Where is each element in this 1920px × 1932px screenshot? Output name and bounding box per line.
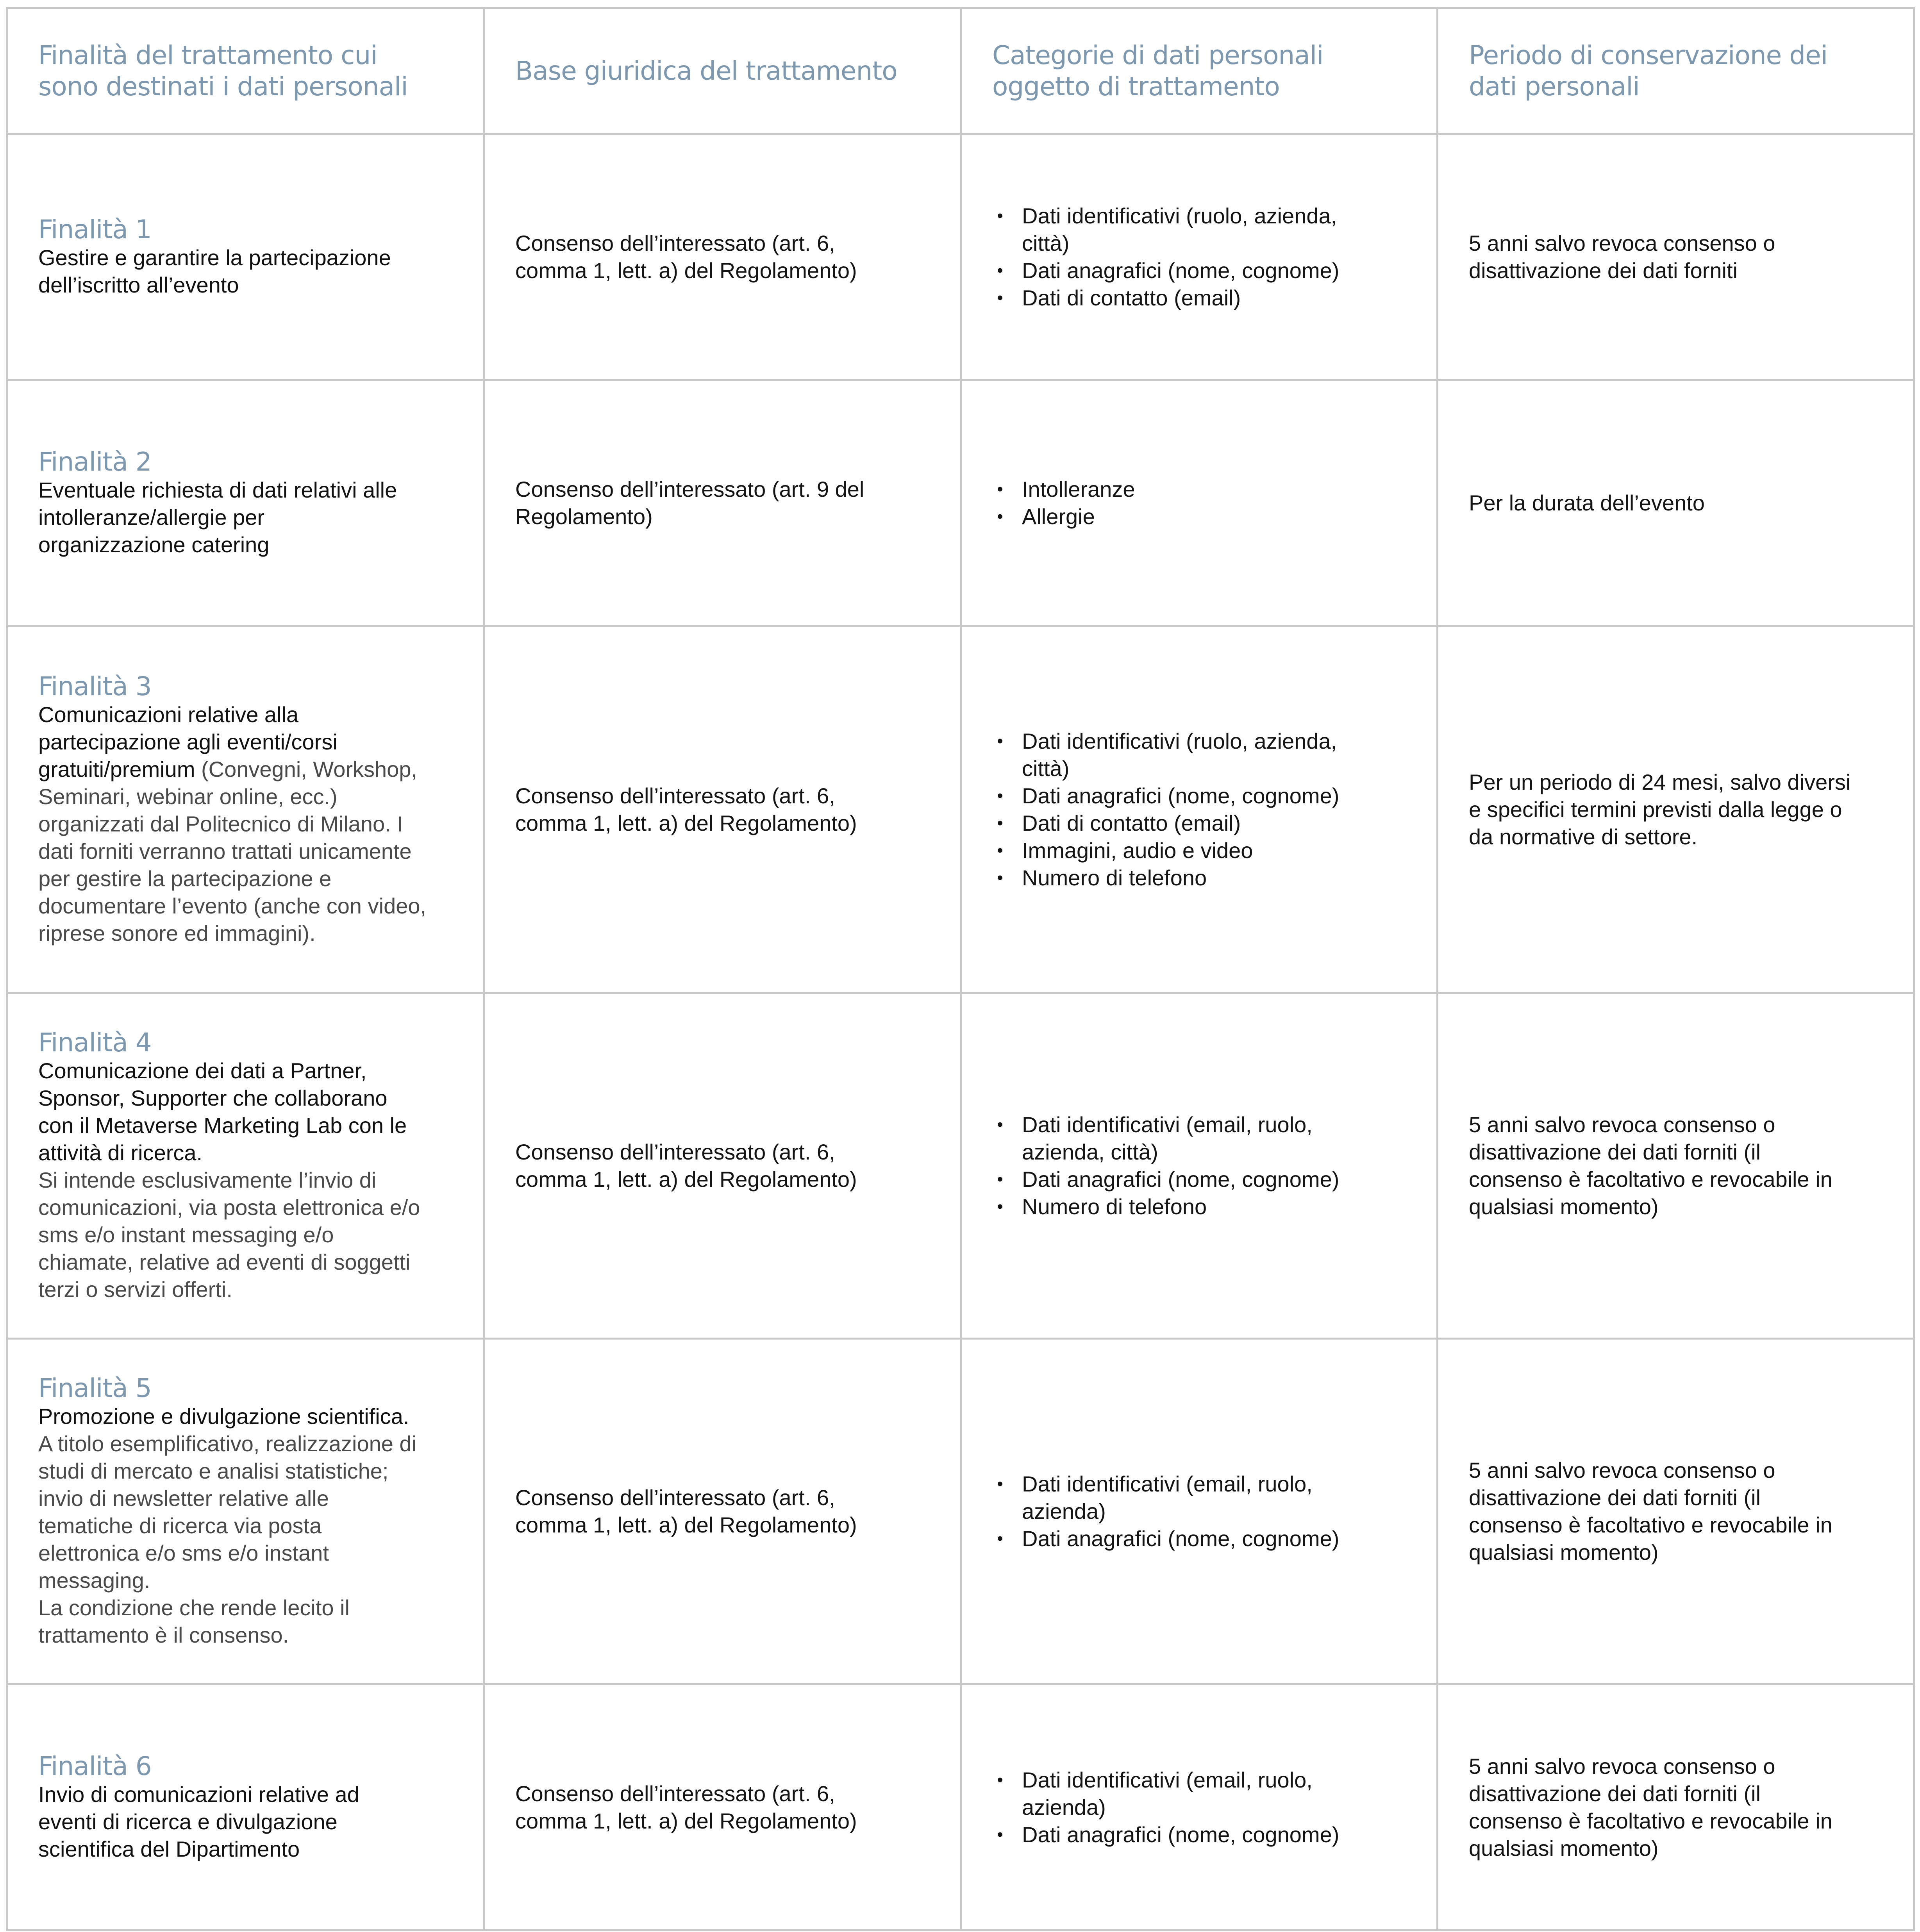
header-cell-categorie (961, 8, 1438, 134)
cell-periodo (1438, 626, 1914, 993)
header-cell-base (484, 8, 961, 134)
cell-categorie (961, 626, 1438, 993)
finalita-description: Comunicazioni relative alla partecipazione agli eventi/corsi gratuiti/premium (38, 702, 338, 781)
cell-categorie (961, 1339, 1438, 1684)
list-item: • Dati di contatto (email) (1022, 284, 1406, 312)
cell-periodo (1438, 1339, 1914, 1684)
list-item: • Dati di contatto (email) (1022, 810, 1406, 837)
finalita-description: Promozione e divulgazione scientifica. (38, 1404, 409, 1429)
header-cell-periodo (1438, 8, 1914, 134)
list-item: • Immagini, audio e video (1022, 837, 1406, 864)
table-row (7, 380, 1914, 626)
finalita-title: Finalità 2 (38, 446, 152, 477)
table-row (7, 1684, 1914, 1930)
cell-base-giuridica (484, 1339, 961, 1684)
list-item: • Numero di telefono (1022, 864, 1406, 892)
list-item: • Dati identificativi (email, ruolo, azienda) (1022, 1470, 1406, 1525)
cell-categorie (961, 380, 1438, 626)
finalita-title: Finalità 3 (38, 671, 152, 701)
list-item: • Numero di telefono (1022, 1193, 1406, 1220)
cell-finalita (7, 1684, 484, 1930)
finalita-description: Gestire e garantire la partecipazione dell’iscritto all’evento (38, 245, 391, 297)
header-label: Base giuridica del trattamento (515, 55, 897, 86)
finalita-title: Finalità 4 (38, 1028, 152, 1058)
table-body (7, 134, 1914, 1930)
base-giuridica-text: Consenso dell’interessato (art. 6, comma 1, lett. a) del Regolamento) (515, 1140, 857, 1192)
header-label: Categorie di dati personali oggetto di trattamento (992, 40, 1323, 102)
periodo-text: Per la durata dell’evento (1469, 490, 1705, 515)
cell-finalita (7, 626, 484, 993)
cell-categorie (961, 1684, 1438, 1930)
cell-finalita (7, 993, 484, 1339)
finalita-title: Finalità 1 (38, 214, 152, 244)
finalita-description: Invio di comunicazioni relative ad eventi di ricerca e divulgazione scientifica del Dipartimento (38, 1782, 359, 1861)
periodo-text: 5 anni salvo revoca consenso o disattivazione dei dati forniti (il consenso è facoltativo e revocabile in qualsiasi momento) (1469, 1458, 1832, 1565)
list-item: • Dati anagrafici (nome, cognome) (1022, 1525, 1406, 1552)
periodo-text: Per un periodo di 24 mesi, salvo diversi e specifici termini previsti dalla legge o da normative di settore. (1469, 769, 1851, 849)
periodo-text: 5 anni salvo revoca consenso o disattivazione dei dati forniti (il consenso è facoltativo e revocabile in qualsiasi momento) (1469, 1754, 1832, 1861)
cell-base-giuridica (484, 993, 961, 1339)
list-item: • Dati anagrafici (nome, cognome) (1022, 1166, 1406, 1193)
header-row (7, 8, 1914, 134)
periodo-text: 5 anni salvo revoca consenso o disattivazione dei dati forniti (il consenso è facoltativo e revocabile in qualsiasi momento) (1469, 1112, 1832, 1219)
table-row (7, 1339, 1914, 1684)
finalita-description: Comunicazione dei dati a Partner, Sponsor, Supporter che collaborano con il Metaverse Marketing Lab con le attività di ricerca. (38, 1058, 407, 1165)
list-item: • Allergie (1022, 503, 1406, 530)
cell-base-giuridica (484, 1684, 961, 1930)
cell-periodo (1438, 993, 1914, 1339)
table-row (7, 993, 1914, 1339)
base-giuridica-text: Consenso dell’interessato (art. 9 del Regolamento) (515, 476, 864, 529)
list-item: • Dati identificativi (email, ruolo, azienda, città) (1022, 1111, 1406, 1166)
categories-list (992, 728, 1406, 892)
cell-categorie (961, 993, 1438, 1339)
finalita-note: A titolo esemplificativo, realizzazione di studi di mercato e analisi statistiche; invio di newsletter relative alle tematiche di ricerca via posta elettronica e/o sms e/o instant messaging. La condizione che rende lecito il trattamento è il consenso. (38, 1431, 417, 1647)
cell-finalita (7, 134, 484, 380)
cell-finalita (7, 380, 484, 626)
list-item: • Dati identificativi (ruolo, azienda, città) (1022, 202, 1406, 257)
base-giuridica-text: Consenso dell’interessato (art. 6, comma 1, lett. a) del Regolamento) (515, 783, 857, 835)
finalita-title: Finalità 5 (38, 1373, 152, 1403)
header-cell-finalita (7, 8, 484, 134)
base-giuridica-text: Consenso dell’interessato (art. 6, comma 1, lett. a) del Regolamento) (515, 230, 857, 283)
categories-list (992, 1766, 1406, 1848)
table-row (7, 134, 1914, 380)
cell-base-giuridica (484, 380, 961, 626)
table-row (7, 626, 1914, 993)
categories-list (992, 1111, 1406, 1220)
finalita-description: Eventuale richiesta di dati relativi alle intolleranze/allergie per organizzazione catering (38, 477, 397, 557)
cell-base-giuridica (484, 134, 961, 380)
categories-list (992, 202, 1406, 312)
list-item: • Dati identificativi (ruolo, azienda, città) (1022, 728, 1406, 782)
cell-periodo (1438, 134, 1914, 380)
finalita-note: (Convegni, Workshop, Seminari, webinar online, ecc.) organizzati dal Politecnico di Milano. I dati forniti verranno trattati unicamente per gestire la partecipazione e documentare l’evento (anche con video, riprese sonore ed immagini). (38, 756, 427, 945)
finalita-note: Si intende esclusivamente l’invio di comunicazioni, via posta elettronica e/o sms e/o instant messaging e/o chiamate, relative ad eventi di soggetti terzi o servizi offerti. (38, 1168, 420, 1302)
cell-periodo (1438, 380, 1914, 626)
header-label: Periodo di conservazione dei dati personali (1469, 40, 1828, 102)
periodo-text: 5 anni salvo revoca consenso o disattivazione dei dati forniti (1469, 230, 1775, 283)
categories-list (992, 476, 1406, 530)
cell-periodo (1438, 1684, 1914, 1930)
cell-finalita (7, 1339, 484, 1684)
list-item: • Dati anagrafici (nome, cognome) (1022, 782, 1406, 810)
privacy-table (6, 7, 1915, 1931)
list-item: • Dati anagrafici (nome, cognome) (1022, 257, 1406, 284)
cell-base-giuridica (484, 626, 961, 993)
cell-categorie (961, 134, 1438, 380)
list-item: • Intolleranze (1022, 476, 1406, 503)
list-item: • Dati identificativi (email, ruolo, azienda) (1022, 1766, 1406, 1821)
categories-list (992, 1470, 1406, 1552)
base-giuridica-text: Consenso dell’interessato (art. 6, comma 1, lett. a) del Regolamento) (515, 1485, 857, 1537)
base-giuridica-text: Consenso dell’interessato (art. 6, comma 1, lett. a) del Regolamento) (515, 1781, 857, 1833)
header-label: Finalità del trattamento cui sono destinati i dati personali (38, 40, 408, 102)
list-item: • Dati anagrafici (nome, cognome) (1022, 1821, 1406, 1848)
finalita-title: Finalità 6 (38, 1751, 152, 1781)
